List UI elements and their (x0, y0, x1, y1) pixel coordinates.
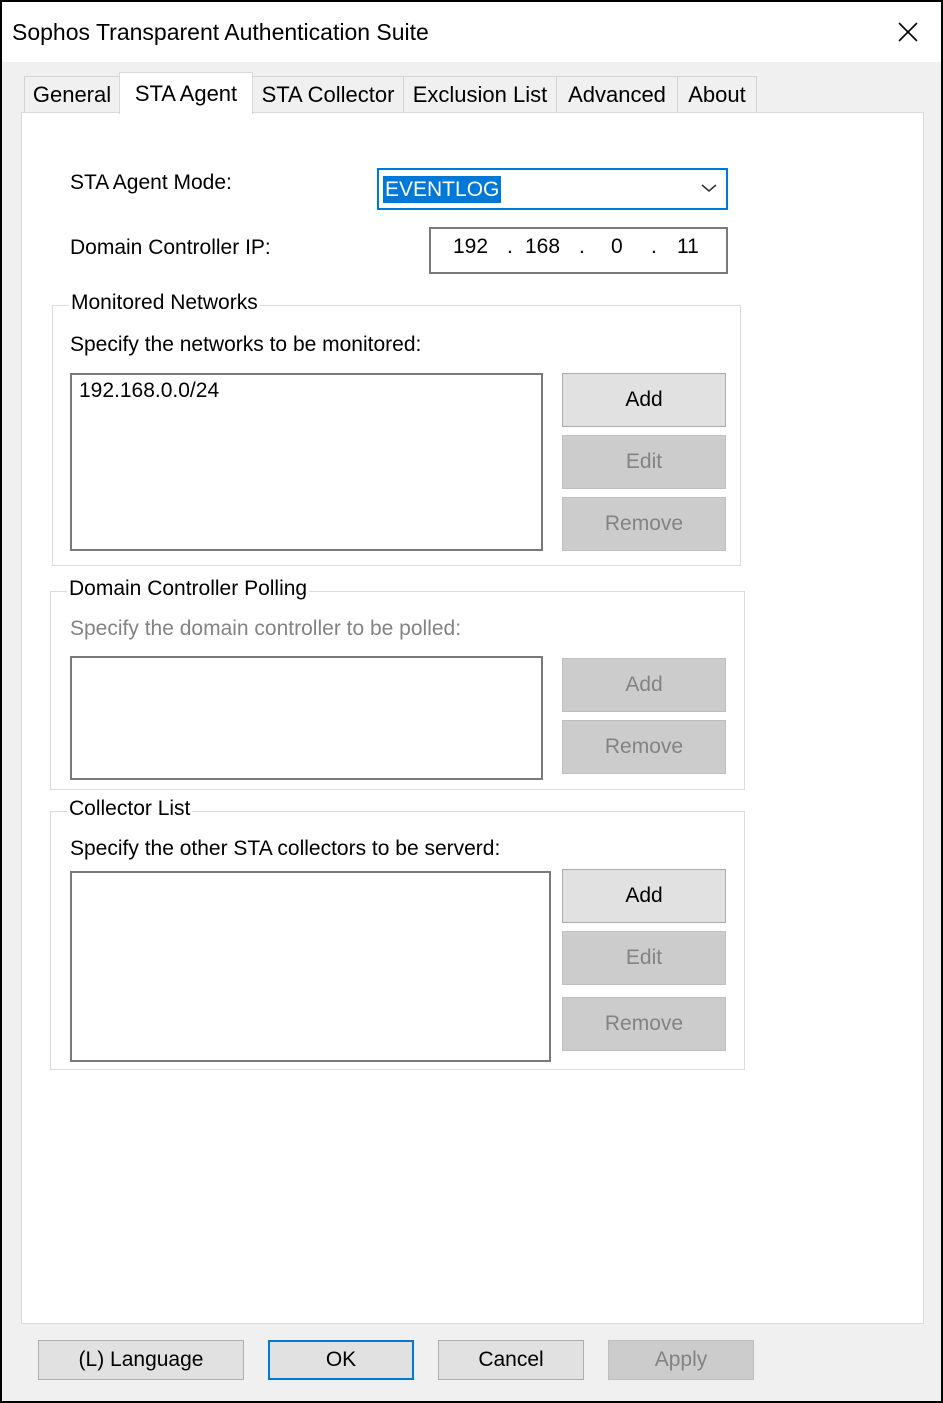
ip-dot-3: . (651, 235, 657, 258)
tab-exclusion-list[interactable]: Exclusion List (403, 76, 557, 112)
dc-polling-add-button[interactable]: Add (562, 658, 726, 712)
apply-button[interactable]: Apply (608, 1340, 754, 1380)
ip-octet-3[interactable]: 0 (611, 235, 623, 258)
title-bar (2, 2, 941, 62)
collector-list-group (50, 797, 745, 1070)
collector-edit-button[interactable]: Edit (562, 931, 726, 985)
monitored-networks-legend: Monitored Networks (71, 291, 258, 314)
agent-mode-select[interactable] (377, 168, 728, 210)
dc-polling-legend: Domain Controller Polling (69, 577, 308, 600)
dc-polling-description: Specify the domain controller to be polled: (70, 617, 462, 640)
tab-sta-agent[interactable]: STA Agent (119, 72, 253, 114)
close-button[interactable] (885, 10, 931, 54)
collector-list-legend: Collector List (69, 797, 191, 820)
ok-button[interactable]: OK (268, 1340, 414, 1380)
tab-sta-collector[interactable]: STA Collector (252, 76, 404, 112)
list-item[interactable]: 192.168.0.0/24 (79, 379, 220, 402)
sta-agent-panel (21, 112, 924, 1324)
window-title: Sophos Transparent Authentication Suite (12, 19, 429, 45)
tab-about[interactable]: About (677, 76, 757, 112)
monitored-networks-list[interactable] (70, 373, 543, 551)
monitored-networks-group (52, 291, 741, 566)
ip-octet-2[interactable]: 168 (525, 235, 561, 258)
dc-polling-list[interactable] (70, 656, 543, 780)
collector-list-box[interactable] (70, 871, 551, 1062)
networks-add-button[interactable]: Add (562, 373, 726, 427)
dc-polling-group (50, 577, 745, 790)
dc-ip-label: Domain Controller IP: (70, 236, 271, 259)
ip-octet-1[interactable]: 192 (453, 235, 489, 258)
agent-mode-value: EVENTLOG (385, 178, 500, 201)
collector-remove-button[interactable]: Remove (562, 997, 726, 1051)
ip-octet-4[interactable]: 11 (677, 235, 699, 258)
ip-dot-2: . (579, 235, 585, 258)
networks-remove-button[interactable]: Remove (562, 497, 726, 551)
tab-general[interactable]: General (24, 76, 120, 112)
chevron-down-icon (700, 182, 718, 194)
dc-ip-field[interactable] (429, 227, 728, 274)
collector-list-description: Specify the other STA collectors to be serverd: (70, 837, 501, 860)
close-icon (897, 21, 919, 43)
language-button[interactable]: (L) Language (38, 1340, 244, 1380)
agent-mode-label: STA Agent Mode: (70, 171, 232, 194)
dc-polling-remove-button[interactable]: Remove (562, 720, 726, 774)
networks-edit-button[interactable]: Edit (562, 435, 726, 489)
collector-add-button[interactable]: Add (562, 869, 726, 923)
ip-dot-1: . (507, 235, 513, 258)
tab-advanced[interactable]: Advanced (556, 76, 678, 112)
cancel-button[interactable]: Cancel (438, 1340, 584, 1380)
monitored-networks-description: Specify the networks to be monitored: (70, 333, 422, 356)
